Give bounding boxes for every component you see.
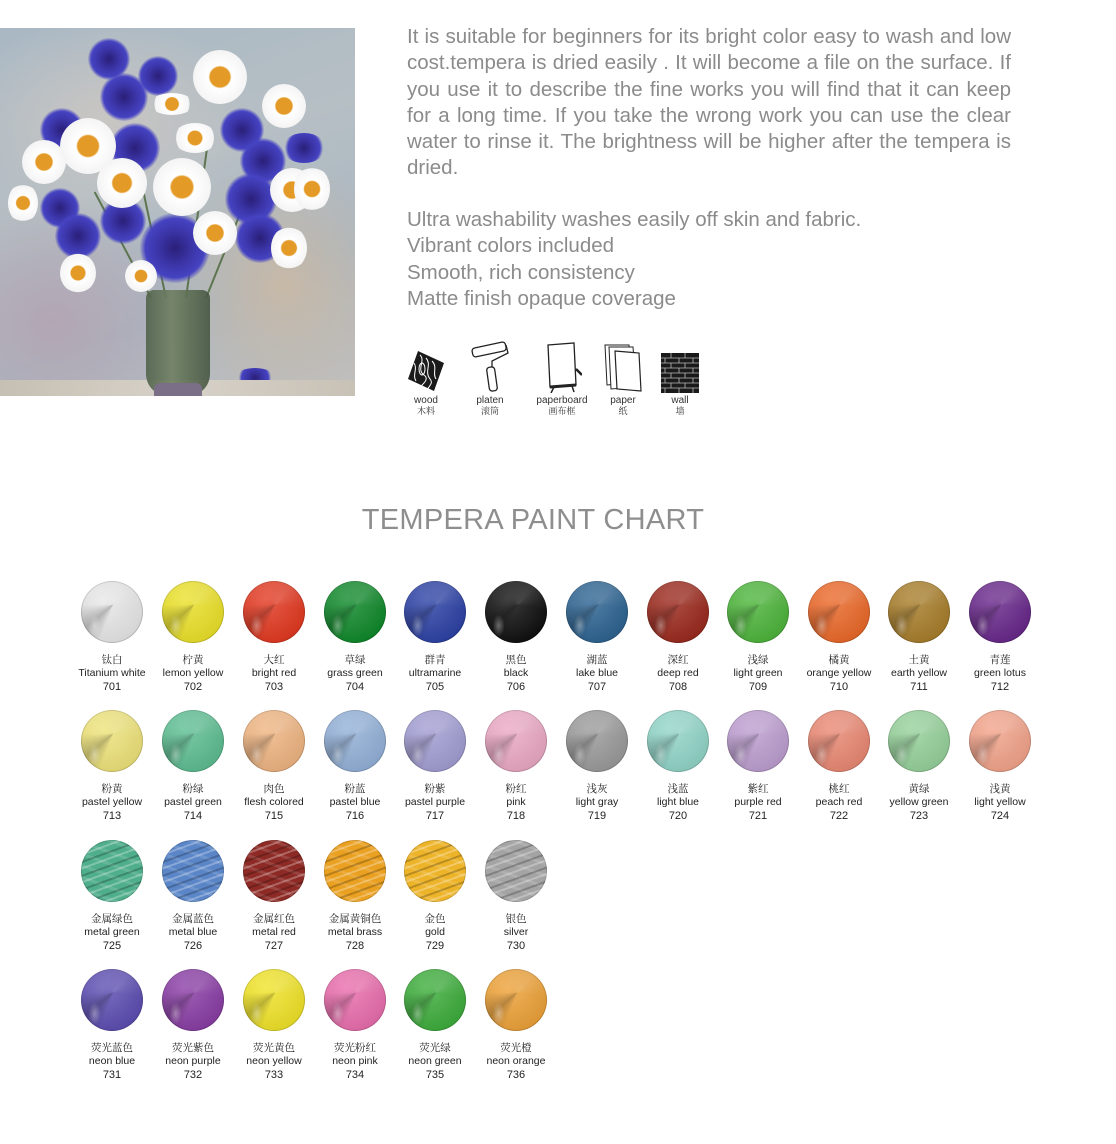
swatch-chinese-name: 青莲: [989, 654, 1011, 666]
swatch-chinese-name: 金属红色: [253, 913, 295, 925]
swatch-chinese-name: 粉黄: [101, 783, 123, 795]
paint-swatch: [955, 710, 1045, 823]
paint-swatch: [390, 581, 480, 694]
swatch-code: 708: [668, 681, 688, 693]
daisy: [60, 253, 96, 293]
swatch-english-name: pastel blue: [329, 796, 381, 808]
swatch-chinese-name: 浅蓝: [667, 783, 689, 795]
surface-paperboard: paperboard 画布框: [527, 337, 597, 416]
swatch-chinese-name: 草绿: [344, 654, 366, 666]
swatch-english-name: metal blue: [168, 926, 218, 938]
swatch-english-name: pastel green: [164, 796, 222, 808]
daisy: [262, 84, 306, 128]
swatch-code: 723: [909, 810, 929, 822]
swatch-code: 719: [587, 810, 607, 822]
brick-wall-icon: [645, 337, 715, 393]
swatch-chinese-name: 荧光黄色: [253, 1042, 295, 1054]
swatch-english-name: pink: [506, 796, 526, 808]
paint-swatch: [390, 710, 480, 823]
daisy: [97, 158, 147, 208]
swatch-code: 728: [345, 940, 365, 952]
swatch-code: 706: [506, 681, 526, 693]
paint-swatch: [633, 581, 723, 694]
paint-roller-icon: [455, 337, 525, 393]
paint-swatch: [552, 581, 642, 694]
swatch-english-name: orange yellow: [806, 667, 872, 679]
paint-color-circle: [243, 710, 305, 772]
paint-swatch: [794, 710, 884, 823]
paint-swatch: [148, 581, 238, 694]
swatch-code: 720: [668, 810, 688, 822]
swatch-chinese-name: 金属绿色: [91, 913, 133, 925]
swatch-english-name: light yellow: [974, 796, 1026, 808]
swatch-code: 702: [183, 681, 203, 693]
wood-icon: [391, 337, 461, 393]
paint-color-circle: [162, 969, 224, 1031]
paint-color-circle: [81, 840, 143, 902]
paint-color-circle: [404, 969, 466, 1031]
swatch-english-name: neon yellow: [246, 1055, 302, 1067]
swatch-english-name: deep red: [657, 667, 699, 679]
swatch-english-name: purple red: [734, 796, 782, 808]
swatch-code: 733: [264, 1069, 284, 1081]
paint-swatch: [471, 840, 561, 953]
paint-swatch: [67, 969, 157, 1082]
swatch-code: 727: [264, 940, 284, 952]
swatch-english-name: neon blue: [88, 1055, 136, 1067]
paint-color-circle: [404, 581, 466, 643]
swatch-english-name: metal red: [252, 926, 296, 938]
swatch-code: 729: [425, 940, 445, 952]
swatch-english-name: light green: [733, 667, 783, 679]
swatch-chinese-name: 钛白: [101, 654, 123, 666]
swatch-code: 722: [829, 810, 849, 822]
swatch-english-name: grass green: [327, 667, 383, 679]
flower-vase-painting: [0, 28, 355, 396]
paint-swatch: [390, 969, 480, 1082]
swatch-english-name: light blue: [656, 796, 700, 808]
daisy: [153, 158, 211, 216]
paint-swatch: [229, 710, 319, 823]
feature-list: [407, 207, 861, 312]
swatch-chinese-name: 紫红: [747, 783, 769, 795]
paint-color-circle: [162, 840, 224, 902]
paint-color-circle: [647, 710, 709, 772]
paint-color-circle: [324, 710, 386, 772]
paint-swatch: [874, 710, 964, 823]
daisy: [125, 260, 157, 292]
vase-base: [154, 383, 202, 396]
feature-item: Ultra washability washes easily off skin and fabric.: [407, 208, 862, 231]
glass-vase: [146, 290, 210, 396]
paint-swatch: [229, 969, 319, 1082]
swatch-chinese-name: 荧光蓝色: [91, 1042, 133, 1054]
paint-swatch: [310, 840, 400, 953]
swatch-english-name: ultramarine: [408, 667, 462, 679]
paint-color-circle: [404, 710, 466, 772]
paint-color-circle: [485, 581, 547, 643]
paint-color-circle: [566, 710, 628, 772]
swatch-code: 724: [990, 810, 1010, 822]
paint-swatch: [310, 710, 400, 823]
swatch-english-name: neon pink: [332, 1055, 378, 1067]
swatch-code: 703: [264, 681, 284, 693]
swatch-english-name: bright red: [251, 667, 297, 679]
daisy: [193, 211, 237, 255]
paint-color-circle: [727, 710, 789, 772]
paint-swatch: [229, 581, 319, 694]
paint-color-circle: [324, 840, 386, 902]
swatch-chinese-name: 荧光粉红: [334, 1042, 376, 1054]
daisy: [22, 140, 66, 184]
swatch-chinese-name: 桃红: [828, 783, 850, 795]
paint-color-circle: [243, 581, 305, 643]
swatch-chinese-name: 湖蓝: [586, 654, 608, 666]
swatch-english-name: green lotus: [974, 667, 1026, 679]
paint-color-circle: [243, 840, 305, 902]
swatch-english-name: metal green: [84, 926, 140, 938]
paint-swatch: [229, 840, 319, 953]
paint-color-circle: [485, 840, 547, 902]
paint-color-circle: [324, 581, 386, 643]
paint-color-circle: [485, 710, 547, 772]
swatch-english-name: gold: [425, 926, 445, 938]
feature-item: Vibrant colors included: [407, 234, 615, 258]
daisy: [150, 93, 194, 115]
swatch-chinese-name: 黑色: [505, 654, 527, 666]
surface-wall: wall 墙: [645, 337, 715, 416]
swatch-chinese-name: 荧光绿: [419, 1042, 451, 1054]
paint-swatch: [874, 581, 964, 694]
paint-color-circle: [808, 581, 870, 643]
swatch-code: 725: [102, 940, 122, 952]
swatch-code: 735: [425, 1069, 445, 1081]
swatch-english-name: pastel purple: [404, 796, 466, 808]
swatch-english-name: light gray: [575, 796, 619, 808]
swatch-chinese-name: 荧光紫色: [172, 1042, 214, 1054]
cornflower: [282, 133, 326, 163]
daisy: [271, 226, 307, 270]
swatch-english-name: neon purple: [165, 1055, 221, 1067]
paint-color-circle: [485, 969, 547, 1031]
paint-swatch: [67, 840, 157, 953]
swatch-code: 715: [264, 810, 284, 822]
daisy: [8, 183, 38, 223]
swatch-chinese-name: 橘黄: [828, 654, 850, 666]
daisy: [193, 50, 247, 104]
paint-swatch: [148, 840, 238, 953]
feature-item: Matte finish opaque coverage: [407, 286, 676, 310]
swatch-english-name: neon orange: [486, 1055, 546, 1067]
swatch-code: 726: [183, 940, 203, 952]
swatch-code: 701: [102, 681, 122, 693]
paint-color-circle: [162, 581, 224, 643]
swatch-code: 736: [506, 1069, 526, 1081]
swatch-code: 731: [102, 1069, 122, 1081]
swatch-chinese-name: 土黄: [908, 654, 930, 666]
paint-swatch: [471, 710, 561, 823]
swatch-english-name: black: [503, 667, 529, 679]
daisy: [173, 123, 217, 153]
swatch-code: 714: [183, 810, 203, 822]
surface-platen: platen 滚筒: [455, 337, 525, 416]
swatch-english-name: yellow green: [889, 796, 949, 808]
paint-swatch: [471, 969, 561, 1082]
swatch-code: 709: [748, 681, 768, 693]
paint-swatch: [390, 840, 480, 953]
swatch-chinese-name: 粉紫: [424, 783, 446, 795]
swatch-code: 705: [425, 681, 445, 693]
paint-swatch: [471, 581, 561, 694]
paint-color-circle: [888, 581, 950, 643]
swatch-english-name: neon green: [408, 1055, 462, 1067]
paint-swatch: [310, 969, 400, 1082]
paint-color-circle: [566, 581, 628, 643]
paint-color-circle: [808, 710, 870, 772]
swatch-chinese-name: 金色: [424, 913, 446, 925]
swatch-english-name: flesh colored: [244, 796, 304, 808]
swatch-chinese-name: 浅灰: [586, 783, 608, 795]
paint-color-circle: [243, 969, 305, 1031]
paint-color-circle: [81, 710, 143, 772]
paint-color-circle: [969, 581, 1031, 643]
paint-color-circle: [888, 710, 950, 772]
paint-swatch: [552, 710, 642, 823]
swatch-code: 712: [990, 681, 1010, 693]
swatch-code: 730: [506, 940, 526, 952]
swatch-chinese-name: 群青: [424, 654, 446, 666]
paint-swatch: [310, 581, 400, 694]
cornflower: [138, 56, 178, 96]
product-description: It is suitable for beginners for its bright color easy to wash and low cost.tempera is dried easily . It will become a file on the surface. If you use it to describe the fine works you will find that it can keep for a long time. If you take the wrong work you can use the clear water to rinse it. The brightness will be higher after the tempera is dried.: [407, 25, 1011, 180]
swatch-chinese-name: 粉绿: [182, 783, 204, 795]
paint-swatch: [148, 969, 238, 1082]
swatch-english-name: lemon yellow: [162, 667, 224, 679]
swatch-english-name: silver: [503, 926, 529, 938]
swatch-chinese-name: 深红: [667, 654, 689, 666]
paint-swatch: [633, 710, 723, 823]
swatch-chinese-name: 肉色: [263, 783, 285, 795]
swatch-code: 716: [345, 810, 365, 822]
swatch-chinese-name: 荧光橙: [500, 1042, 532, 1054]
swatch-english-name: Titanium white: [78, 667, 146, 679]
swatch-chinese-name: 浅黄: [989, 783, 1011, 795]
chart-title: TEMPERA PAINT CHART: [361, 504, 705, 536]
swatch-chinese-name: 浅绿: [747, 654, 769, 666]
swatch-code: 732: [183, 1069, 203, 1081]
swatch-code: 717: [425, 810, 445, 822]
swatch-code: 710: [829, 681, 849, 693]
swatch-english-name: metal brass: [327, 926, 383, 938]
swatch-chinese-name: 柠黄: [182, 654, 204, 666]
swatch-chinese-name: 银色: [505, 913, 527, 925]
swatch-code: 713: [102, 810, 122, 822]
easel-canvas-icon: [527, 337, 597, 393]
swatch-chinese-name: 金属蓝色: [172, 913, 214, 925]
swatch-english-name: lake blue: [575, 667, 619, 679]
paint-color-circle: [727, 581, 789, 643]
paint-swatch: [955, 581, 1045, 694]
paint-color-circle: [969, 710, 1031, 772]
swatch-chinese-name: 黄绿: [908, 783, 930, 795]
swatch-code: 707: [587, 681, 607, 693]
paint-color-circle: [647, 581, 709, 643]
swatch-chinese-name: 金属黄铜色: [328, 913, 382, 925]
paint-swatch: [67, 581, 157, 694]
swatch-code: 718: [506, 810, 526, 822]
surface-paper: paper 纸: [588, 337, 658, 416]
surface-wood: wood 木料: [391, 337, 461, 416]
paint-color-circle: [81, 581, 143, 643]
paint-swatch: [713, 581, 803, 694]
paint-swatch: [67, 710, 157, 823]
swatch-code: 704: [345, 681, 365, 693]
daisy: [294, 166, 330, 212]
paint-color-circle: [162, 710, 224, 772]
paint-swatch: [713, 710, 803, 823]
paint-swatch: [148, 710, 238, 823]
paint-color-circle: [404, 840, 466, 902]
feature-item: Smooth, rich consistency: [407, 260, 635, 284]
paint-color-circle: [324, 969, 386, 1031]
swatch-chinese-name: 大红: [263, 654, 285, 666]
swatch-code: 734: [345, 1069, 365, 1081]
swatch-code: 711: [910, 681, 928, 693]
swatch-chinese-name: 粉蓝: [344, 783, 366, 795]
swatch-code: 721: [748, 810, 768, 822]
swatch-english-name: peach red: [815, 796, 863, 808]
swatch-english-name: earth yellow: [890, 667, 948, 679]
swatch-english-name: pastel yellow: [81, 796, 143, 808]
paint-color-circle: [81, 969, 143, 1031]
paint-swatch: [794, 581, 884, 694]
swatch-chinese-name: 粉红: [505, 783, 527, 795]
